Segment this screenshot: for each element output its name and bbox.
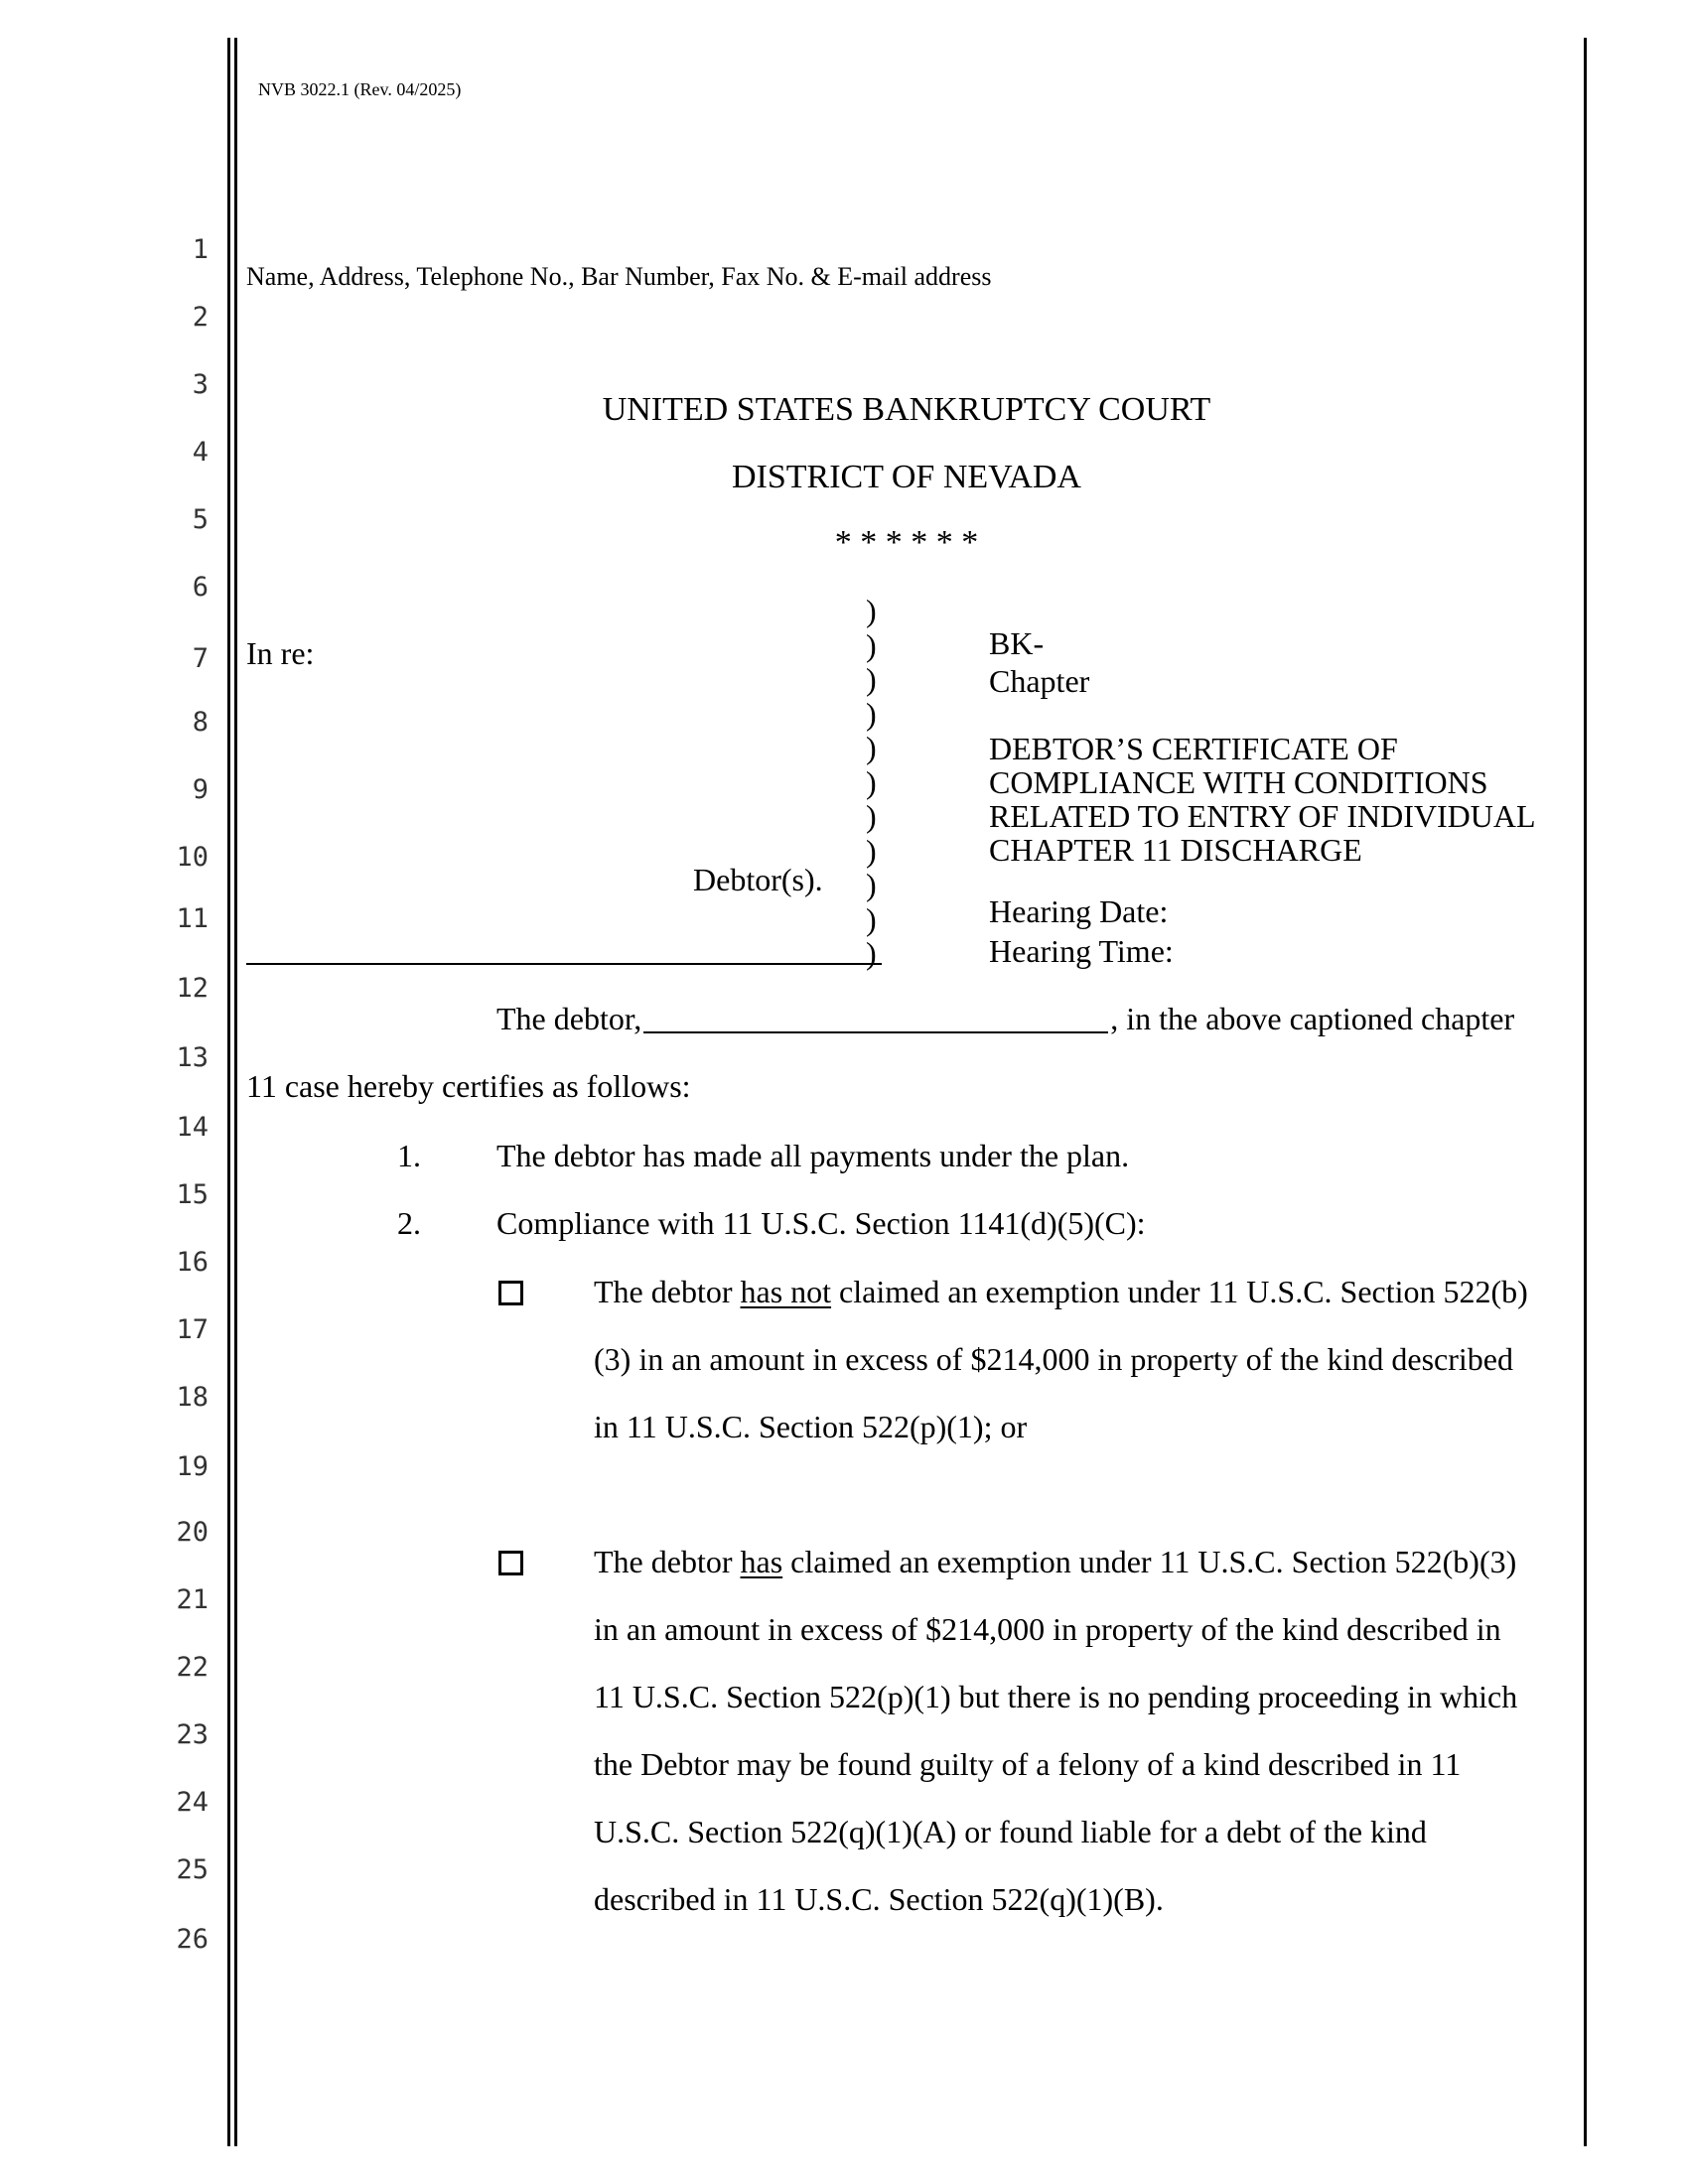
line-number: 17 [176,1314,209,1345]
attorney-info-label: Name, Address, Telephone No., Bar Number, Fax No. & E-mail address [246,262,992,291]
line-number: 1 [192,234,209,265]
line-number: 4 [192,437,209,468]
caption-parens: ) ) ) ) ) ) ) ) ) ) ) [866,593,877,971]
line-number: 8 [192,707,209,738]
intro-line-2: 11 case hereby certifies as follows: [246,1068,691,1104]
line-number: 9 [192,774,209,805]
document-title-line: CHAPTER 11 DISCHARGE [989,832,1362,868]
intro-prefix: The debtor, [496,1001,642,1036]
line-number: 3 [192,369,209,400]
line-number: 6 [192,572,209,603]
item-text: Compliance with 11 U.S.C. Section 1141(d)(5)(C): [496,1205,1146,1241]
hearing-date-label: Hearing Date: [989,893,1169,929]
line-number: 23 [176,1719,209,1750]
option-line [594,1274,1528,1310]
court-name: UNITED STATES BANKRUPTCY COURT [602,391,1211,428]
option-emphasis: has not [740,1274,832,1309]
court-district: DISTRICT OF NEVADA [731,459,1081,495]
item-text: The debtor has made all payments under the plan. [496,1138,1130,1173]
in-re-label: In re: [246,635,315,671]
document-title-line: COMPLIANCE WITH CONDITIONS [989,764,1488,800]
left-margin-rule-outer [227,38,230,2146]
line-number: 5 [192,504,209,535]
line-number: 26 [176,1924,209,1955]
option-lead: The debtor [594,1544,741,1579]
line-number: 16 [176,1247,209,1278]
option-line: in an amount in excess of $214,000 in property of the kind described in [594,1611,1501,1647]
hearing-time-label: Hearing Time: [989,933,1174,969]
debtor-label: Debtor(s). [693,862,823,897]
line-number: 14 [176,1112,209,1143]
line-number: 24 [176,1787,209,1818]
intro-line [496,1001,1514,1037]
line-number: 20 [176,1517,209,1548]
court-stars: * * * * * * [834,524,979,561]
item-number: 1. [397,1138,421,1173]
caption-underline [246,963,882,965]
line-number: 13 [176,1042,209,1073]
document-title-line: RELATED TO ENTRY OF INDIVIDUAL [989,798,1536,834]
case-number: BK- [989,625,1045,661]
line-number: 11 [176,903,209,934]
left-margin-rule-inner [234,38,237,2146]
right-margin-rule [1584,38,1587,2146]
option-line: (3) in an amount in excess of $214,000 in property of the kind described [594,1341,1513,1377]
option-line: in 11 U.S.C. Section 522(p)(1); or [594,1409,1028,1444]
option-rest: claimed an exemption under 11 U.S.C. Section 522(b)(3) [782,1544,1517,1579]
option-rest: claimed an exemption under 11 U.S.C. Section 522(b) [831,1274,1528,1309]
option-line: described in 11 U.S.C. Section 522(q)(1)(B). [594,1881,1164,1917]
line-number: 18 [176,1382,209,1413]
line-number: 22 [176,1652,209,1683]
chapter-label: Chapter [989,663,1090,699]
line-number: 2 [192,302,209,333]
has-not-claimed-checkbox[interactable] [498,1281,523,1305]
line-number: 10 [176,842,209,873]
line-number: 12 [176,973,209,1004]
line-number: 25 [176,1854,209,1885]
has-claimed-checkbox[interactable] [498,1551,523,1575]
line-number: 15 [176,1179,209,1210]
option-line: U.S.C. Section 522(q)(1)(A) or found liable for a debt of the kind [594,1814,1427,1849]
line-number: 19 [176,1451,209,1482]
option-line: 11 U.S.C. Section 522(p)(1) but there is no pending proceeding in which [594,1679,1518,1714]
option-emphasis: has [740,1544,783,1579]
line-number: 7 [192,643,209,674]
form-id: NVB 3022.1 (Rev. 04/2025) [258,79,462,99]
option-line: the Debtor may be found guilty of a felony of a kind described in 11 [594,1746,1462,1782]
item-number: 2. [397,1205,421,1241]
debtor-name-blank[interactable] [643,1002,1108,1033]
option-lead: The debtor [594,1274,741,1309]
document-title-line: DEBTOR’S CERTIFICATE OF [989,731,1398,766]
intro-suffix: , in the above captioned chapter [1110,1001,1515,1036]
line-number: 21 [176,1584,209,1615]
option-line [594,1544,1516,1580]
